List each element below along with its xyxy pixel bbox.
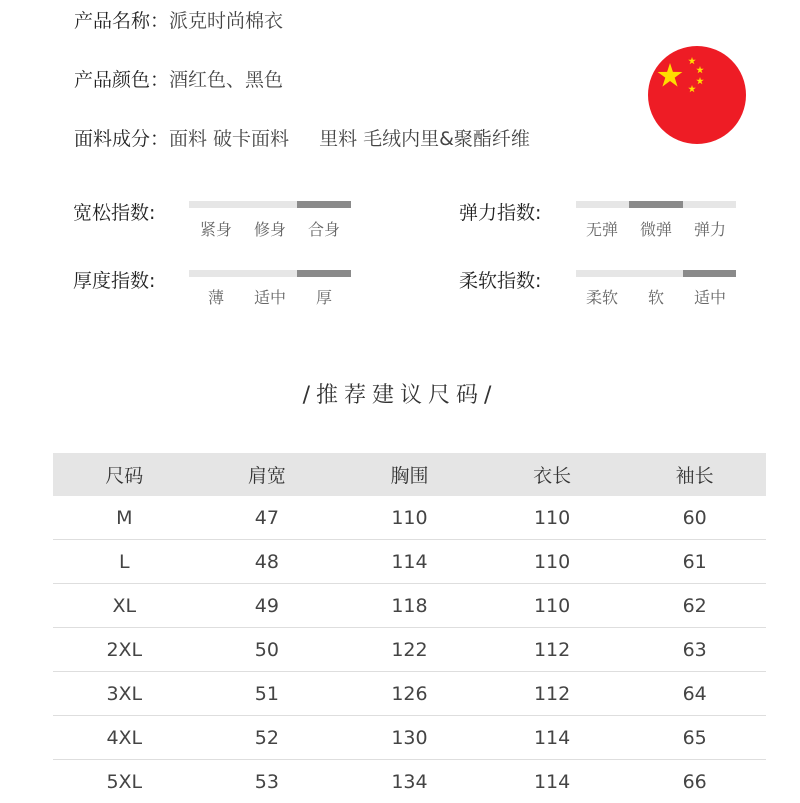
- cell-length: 112: [481, 628, 624, 672]
- product-color-value: 酒红色、黑色: [169, 69, 283, 91]
- flag-small-star: [696, 77, 704, 84]
- fabric-lining: 里料 毛绒内里&聚酯纤维: [319, 128, 530, 150]
- table-row: [53, 760, 766, 803]
- cell-chest: 122: [338, 628, 481, 672]
- table-row: [53, 716, 766, 760]
- softness-track: [576, 270, 736, 277]
- elasticity-tick: 无弹: [586, 217, 618, 240]
- size-table: [53, 453, 766, 803]
- cell-shoulder: 47: [196, 496, 339, 540]
- header-length: 衣长: [481, 453, 624, 496]
- header-sleeve: 袖长: [623, 453, 766, 496]
- product-color-line: [74, 65, 283, 92]
- cell-size: 2XL: [53, 628, 196, 672]
- elasticity-label: 弹力指数:: [459, 198, 541, 225]
- fabric-label: 面料成分：: [74, 128, 169, 150]
- cell-shoulder: 50: [196, 628, 339, 672]
- fabric-line: [74, 124, 530, 151]
- cell-length: 110: [481, 540, 624, 584]
- header-size: 尺码: [53, 453, 196, 496]
- product-name-value: 派克时尚棉衣: [169, 10, 283, 32]
- table-row: [53, 672, 766, 716]
- cell-chest: 130: [338, 716, 481, 760]
- thickness-tick: 适中: [254, 285, 286, 308]
- cell-length: 114: [481, 760, 624, 803]
- cell-shoulder: 49: [196, 584, 339, 628]
- cell-chest: 126: [338, 672, 481, 716]
- looseness-track: [189, 201, 351, 208]
- cell-sleeve: 60: [623, 496, 766, 540]
- cell-sleeve: 61: [623, 540, 766, 584]
- cell-size: 3XL: [53, 672, 196, 716]
- looseness-tick: 合身: [308, 217, 340, 240]
- cell-sleeve: 63: [623, 628, 766, 672]
- flag-small-star: [696, 66, 704, 73]
- cell-size: 5XL: [53, 760, 196, 803]
- softness-scale: [459, 266, 759, 316]
- product-name-line: [74, 6, 283, 33]
- thickness-tick: 薄: [208, 285, 224, 308]
- cell-length: 114: [481, 716, 624, 760]
- softness-tick: 柔软: [586, 285, 618, 308]
- cell-sleeve: 65: [623, 716, 766, 760]
- header-shoulder: 肩宽: [196, 453, 339, 496]
- cell-size: XL: [53, 584, 196, 628]
- cell-chest: 118: [338, 584, 481, 628]
- cell-sleeve: 66: [623, 760, 766, 803]
- china-flag-icon: [648, 46, 746, 144]
- flag-small-star: [688, 85, 696, 92]
- looseness-tick: 修身: [254, 217, 286, 240]
- size-table-header: [53, 453, 766, 496]
- cell-length: 112: [481, 672, 624, 716]
- cell-sleeve: 64: [623, 672, 766, 716]
- softness-fill: [683, 270, 736, 277]
- elasticity-track: [576, 201, 736, 208]
- softness-label: 柔软指数:: [459, 266, 541, 293]
- cell-chest: 110: [338, 496, 481, 540]
- softness-tick: 适中: [694, 285, 726, 308]
- elasticity-fill: [629, 201, 683, 208]
- cell-shoulder: 53: [196, 760, 339, 803]
- product-color-label: 产品颜色：: [74, 69, 169, 91]
- table-row: [53, 584, 766, 628]
- elasticity-scale: [459, 198, 759, 248]
- table-row: [53, 540, 766, 584]
- thickness-scale: [73, 266, 373, 316]
- flag-big-star: [658, 63, 683, 87]
- elasticity-tick: 微弹: [640, 217, 672, 240]
- looseness-tick: 紧身: [200, 217, 232, 240]
- cell-length: 110: [481, 584, 624, 628]
- elasticity-tick: 弹力: [694, 217, 726, 240]
- softness-tick: 软: [648, 285, 664, 308]
- table-row: [53, 628, 766, 672]
- product-name-label: 产品名称：: [74, 10, 169, 32]
- flag-small-star: [688, 57, 696, 64]
- thickness-fill: [297, 270, 351, 277]
- size-section-title: /推荐建议尺码/: [0, 378, 800, 409]
- table-row: [53, 496, 766, 540]
- cell-size: L: [53, 540, 196, 584]
- cell-sleeve: 62: [623, 584, 766, 628]
- looseness-label: 宽松指数:: [73, 198, 155, 225]
- cell-length: 110: [481, 496, 624, 540]
- looseness-scale: [73, 198, 373, 248]
- looseness-fill: [297, 201, 351, 208]
- cell-chest: 134: [338, 760, 481, 803]
- fabric-outer: 面料 破卡面料: [169, 128, 289, 150]
- cell-size: M: [53, 496, 196, 540]
- thickness-track: [189, 270, 351, 277]
- cell-chest: 114: [338, 540, 481, 584]
- cell-size: 4XL: [53, 716, 196, 760]
- header-chest: 胸围: [338, 453, 481, 496]
- thickness-tick: 厚: [316, 285, 332, 308]
- cell-shoulder: 51: [196, 672, 339, 716]
- thickness-label: 厚度指数:: [73, 266, 155, 293]
- cell-shoulder: 48: [196, 540, 339, 584]
- cell-shoulder: 52: [196, 716, 339, 760]
